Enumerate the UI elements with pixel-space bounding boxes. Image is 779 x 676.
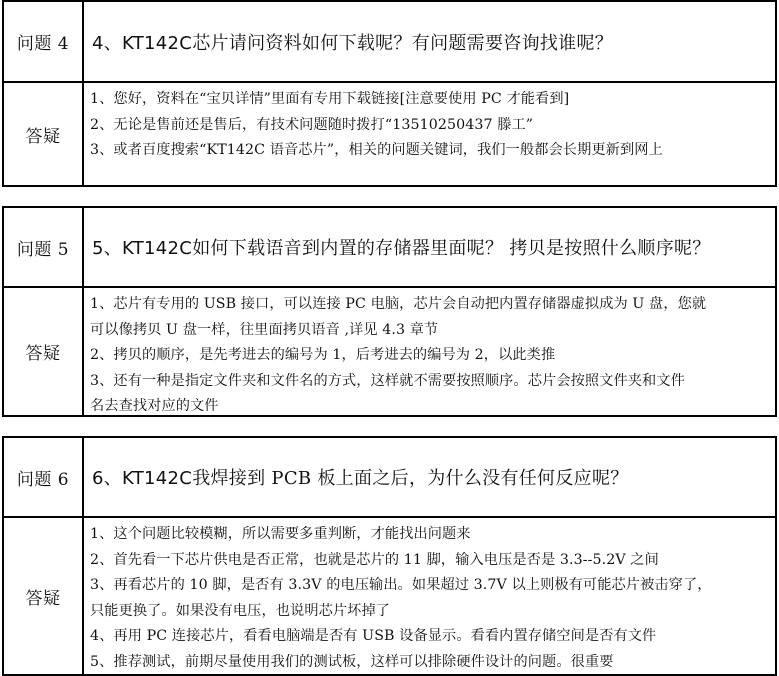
question-body: 芯片请问资料如何下载呢？有问题需要咨询找谁呢？ <box>192 32 614 54</box>
answer-label: 答疑 <box>4 518 84 674</box>
answer-line: 3、还有一种是指定文件夹和文件名的方式，这样就不需要按照顺序。芯片会按照文件夹和文件 <box>90 372 685 389</box>
answer-label: 答疑 <box>4 83 84 185</box>
answer-line: 只能更换了。如果没有电压，也说明芯片坏掉了 <box>90 602 391 619</box>
question-row <box>4 2 775 83</box>
qa-block-6 <box>2 436 777 676</box>
answer-row <box>4 288 775 415</box>
question-row <box>4 208 775 288</box>
question-number: 4、KT142C <box>92 32 193 54</box>
answer-list <box>84 288 775 415</box>
answer-line: 5、推荐测试，前期尽量使用我们的测试板，这样可以排除硬件设计的问题。很重要 <box>90 653 614 670</box>
answer-line: 可以像拷贝 U 盘一样，往里面拷贝语音 ,详见 4.3 章节 <box>90 321 439 338</box>
answer-line: 2、无论是售前还是售后，有技术问题随时拨打“13510250437 滕工” <box>90 116 534 133</box>
question-number: 6、KT142C <box>92 468 193 489</box>
answer-list <box>84 83 775 185</box>
question-text <box>84 2 775 81</box>
answer-line: 2、首先看一下芯片供电是否正常，也就是芯片的 11 脚，输入电压是否是 3.3--5.2V 之间 <box>90 551 659 568</box>
answer-line: 3、再看芯片的 10 脚，是否有 3.3V 的电压输出。如果超过 3.7V 以上则极有可能芯片被击穿了， <box>90 577 712 593</box>
question-text <box>84 438 775 516</box>
answer-line: 4、再用 PC 连接芯片，看看电脑端是否有 USB 设备显示。看看内置存储空间是否有文件 <box>90 628 657 644</box>
answer-line: 1、这个问题比较模糊，所以需要多重判断，才能找出问题来 <box>90 526 471 542</box>
answer-list <box>84 518 775 674</box>
qa-block-5 <box>2 206 777 417</box>
answer-line: 名去查找对应的文件 <box>90 398 219 414</box>
qa-block-4 <box>2 0 777 187</box>
question-label: 问题 6 <box>4 438 84 516</box>
answer-row <box>4 518 775 674</box>
question-label: 问题 4 <box>4 2 84 81</box>
answer-line: 3、或者百度搜索“KT142C 语音芯片”，相关的问题关键词，我们一般都会长期更新到网上 <box>90 142 663 158</box>
question-row <box>4 438 775 518</box>
question-label: 问题 5 <box>4 208 84 286</box>
question-body: 我焊接到 PCB 板上面之后，为什么没有任何反应呢？ <box>192 468 629 489</box>
answer-line: 1、芯片有专用的 USB 接口，可以连接 PC 电脑，芯片会自动把内置存储器虚拟成为 U 盘，您就 <box>90 296 707 312</box>
answer-label: 答疑 <box>4 288 84 415</box>
answer-line: 2、拷贝的顺序，是先考进去的编号为 1，后考进去的编号为 2，以此类推 <box>90 347 556 363</box>
answer-row <box>4 83 775 185</box>
question-body: 如何下载语音到内置的存储器里面呢？ 拷贝是按照什么顺序呢？ <box>192 238 711 259</box>
answer-line: 1、您好，资料在“宝贝详情”里面有专用下载链接[注意要使用 PC 才能看到] <box>90 91 570 107</box>
question-number: 5、KT142C <box>92 238 193 259</box>
question-text <box>84 208 775 286</box>
